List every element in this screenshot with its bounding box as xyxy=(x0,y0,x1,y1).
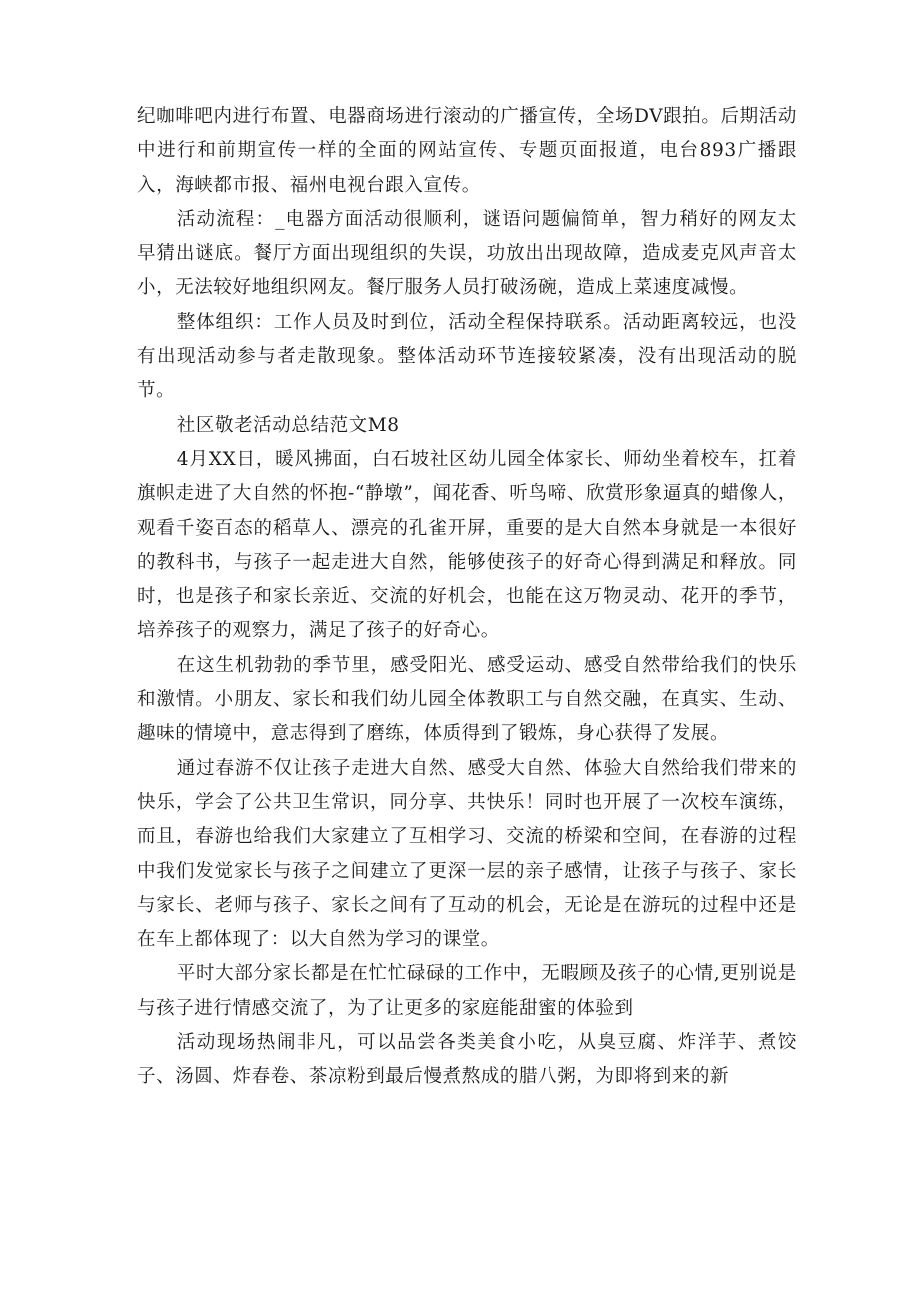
paragraph-overall-organization: 整体组织：工作人员及时到位，活动全程保持联系。活动距离较远，也没有出现活动参与者走散现象。整体活动环节连接较紧凑，没有出现活动的脱节。 xyxy=(137,311,797,402)
paragraph-activity-process: 活动流程：_电器方面活动很顺利，谜语问题偏简单，智力稍好的网友太早猜出谜底。餐厅方面出现组织的失误，功放出出现故障，造成麦克风声音太小，无法较好地组织网友。餐厅服务人员打破汤碗，造成上菜速度减慢。 xyxy=(137,208,797,299)
section-heading: 社区敬老活动总结范文M8 xyxy=(176,414,400,436)
paragraph-continued: 纪咖啡吧内进行布置、电器商场进行滚动的广播宣传，全场DV跟拍。后期活动中进行和前期宣传一样的全面的网站宣传、专题页面报道，电台893广播跟入，海峡都市报、福州电视台跟入宣传。 xyxy=(137,106,797,196)
paragraph-season: 在这生机勃勃的季节里，感受阳光、感受运动、感受自然带给我们的快乐和激情。小朋友、家长和我们幼儿园全体教职工与自然交融，在真实、生动、趣味的情境中，意志得到了磨练，体质得到了锻炼，身心获得了发展。 xyxy=(137,654,797,745)
paragraph-spring-outing: 4月XX日，暖风拂面，白石坡社区幼儿园全体家长、师幼坐着校车，扛着旗帜走进了大自然的怀抱-“静墩”，闻花香、听鸟啼、欣赏形象逼真的蜡像人，观看千姿百态的稻草人、漂亮的孔雀开屏，重要的是大自然本身就是一本很好的教科书，与孩子一起走进大自然，能够使孩子的好奇心得到满足和释放。同时，也是孩子和家长亲近、交流的好机会，也能在这万物灵动、花开的季节，培养孩子的观察力，满足了孩子的好奇心。 xyxy=(137,448,797,642)
paragraph-event-scene: 活动现场热闹非凡，可以品尝各类美食小吃，从臭豆腐、炸洋芋、煮饺子、汤圆、炸春卷、茶凉粉到最后慢煮熬成的腊八粥，为即将到来的新 xyxy=(137,1032,797,1088)
document-body xyxy=(137,100,797,1095)
paragraph-parents: 平时大部分家长都是在忙忙碌碌的工作中，无暇顾及孩子的心情,更别说是与孩子进行情感交流了，为了让更多的家庭能甜蜜的体验到 xyxy=(137,963,797,1019)
paragraph-benefits: 通过春游不仅让孩子走进大自然、感受大自然、体验大自然给我们带来的快乐，学会了公共卫生常识，同分享、共快乐！同时也开展了一次校车演练，而且，春游也给我们大家建立了互相学习、交流的桥梁和空间，在春游的过程中我们发觉家长与孩子之间建立了更深一层的亲子感情，让孩子与孩子、家长与家长、老师与孩子、家长之间有了互动的机会，无论是在游玩的过程中还是在车上都体现了：以大自然为学习的课堂。 xyxy=(137,757,797,951)
